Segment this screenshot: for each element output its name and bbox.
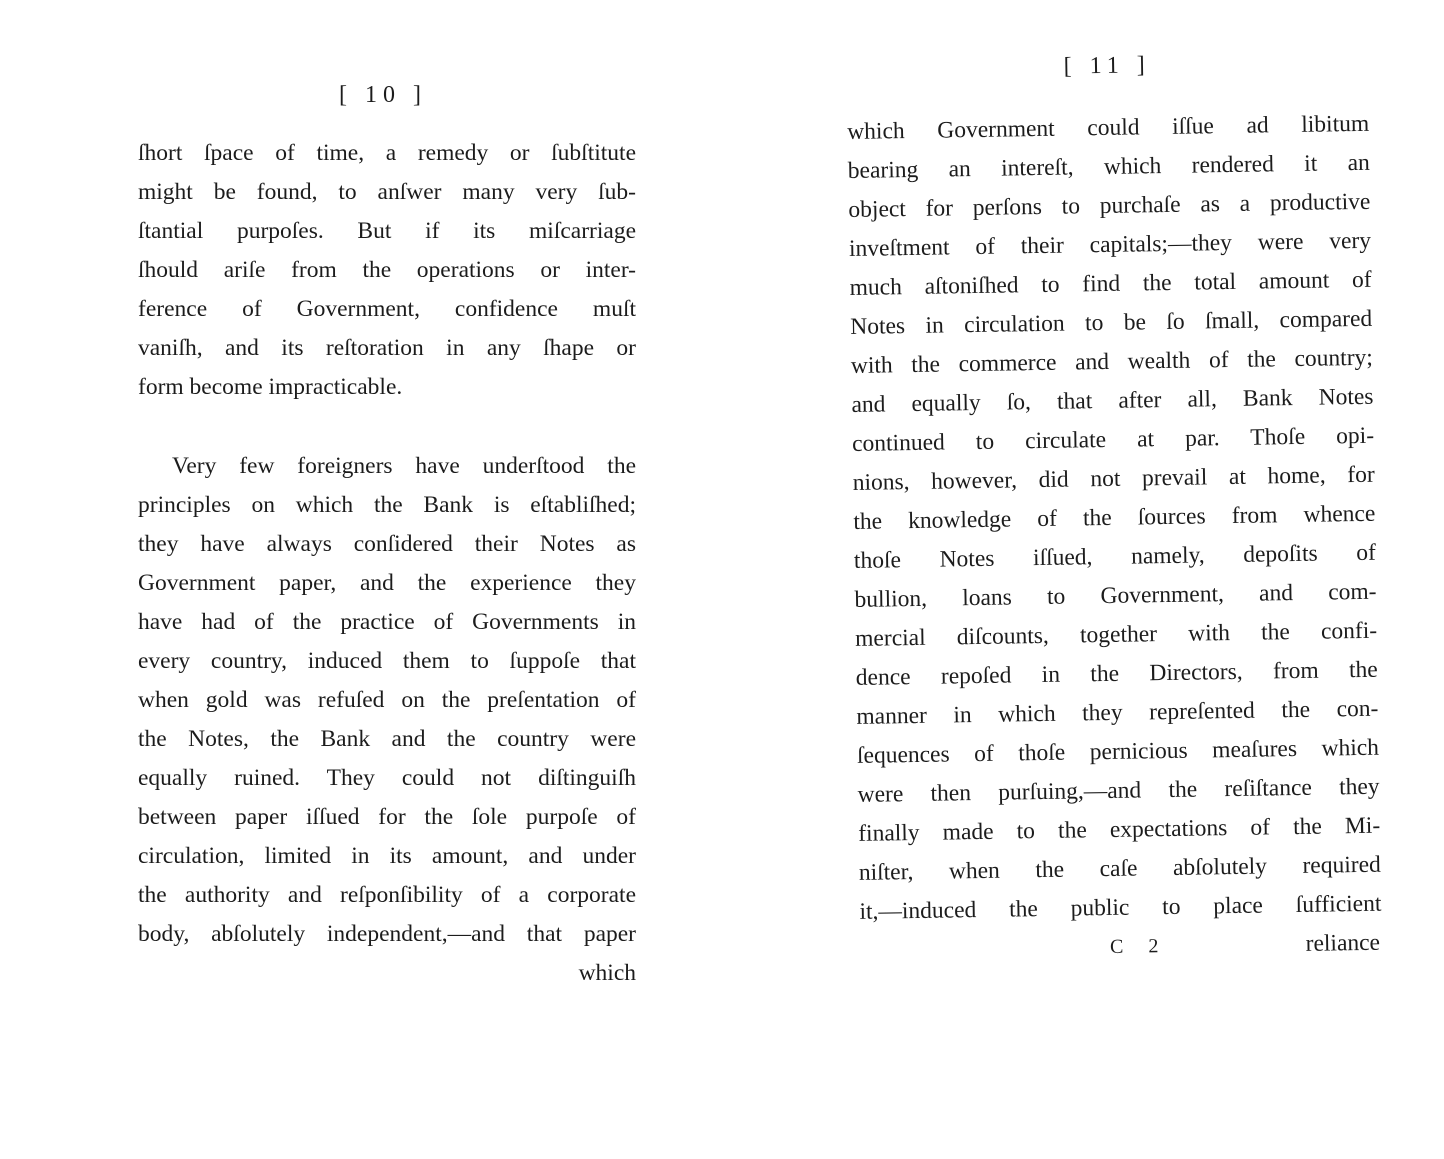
text-line: the authority and reſponſibility of a corporate [138, 882, 636, 908]
text-line: ſhould ariſe from the operations or inter- [138, 257, 636, 283]
text-line: have had of the practice of Governments in [138, 609, 636, 635]
text-line: every country, induced them to ſuppoſe that [138, 648, 636, 674]
text-line: they have always conſidered their Notes as [138, 531, 636, 557]
text-line: dence repoſed in the Directors, from the [855, 656, 1378, 691]
text-line: Notes in circulation to be ſo ſmall, compared [850, 305, 1373, 340]
text-line: thoſe Notes iſſued, namely, depoſits of [853, 539, 1377, 574]
text-line: Government paper, and the experience they [138, 570, 636, 596]
text-line: which Government could iſſue ad libitum [847, 110, 1370, 145]
text-line: niſter, when the caſe abſolutely required [858, 851, 1381, 886]
text-line: with the commerce and wealth of the country; [850, 344, 1374, 379]
text-line: object for perſons to purchaſe as a productive [848, 188, 1371, 223]
page-number: [ 10 ] [339, 82, 427, 108]
text-line: the knowledge of the ſources from whence [853, 500, 1376, 535]
text-line: mercial diſcounts, together with the confi- [854, 617, 1378, 652]
text-line: were then purſuing,—and the reſiſtance they [857, 773, 1380, 808]
text-line: ſhort ſpace of time, a remedy or ſubſtitute [138, 140, 636, 166]
text-line: bearing an intereſt, which rendered it an [847, 149, 1370, 184]
paragraph [847, 105, 1382, 932]
catchword: which [578, 960, 636, 986]
text-line: equally ruined. They could not diſtinguiſh [138, 765, 636, 791]
paragraph [138, 447, 636, 954]
text-line: finally made to the expectations of the Mi- [858, 812, 1381, 847]
text-line: circulation, limited in its amount, and under [138, 843, 636, 869]
page-number: [ 11 ] [1063, 52, 1151, 80]
text-line: ſtantial purpoſes. But if its miſcarriage [138, 218, 636, 244]
text-line: the Notes, the Bank and the country were [138, 726, 636, 752]
catchword: reliance [1305, 929, 1381, 957]
right-page [846, 47, 1382, 971]
text-line: body, abſolutely independent,—and that paper [138, 921, 636, 947]
text-line: ference of Government, confidence muſt [138, 296, 636, 322]
text-line: it,—induced the public to place ſufficient [859, 890, 1382, 925]
text-line: manner in which they repreſented the con- [856, 695, 1379, 730]
text-line: inveſtment of their capitals;—they were very [848, 227, 1372, 262]
page-footer [860, 924, 1383, 971]
text-line: principles on which the Bank is eſtabliſhed; [138, 492, 636, 518]
paragraph-gap [138, 407, 636, 447]
text-line: might be found, to anſwer many very ſub- [138, 179, 636, 205]
text-line: nions, however, did not prevail at home, for [852, 461, 1375, 496]
text-line: bullion, loans to Government, and com- [854, 578, 1377, 613]
text-line: between paper iſſued for the ſole purpoſe of [138, 804, 636, 830]
text-line: when gold was refuſed on the preſentation of [138, 687, 636, 713]
text-line: much aſtoniſhed to find the total amount of [849, 266, 1372, 301]
text-line: vaniſh, and its reſtoration in any ſhape or [138, 335, 636, 361]
left-page [138, 78, 636, 993]
text-line: ſequences of thoſe pernicious meaſures which [856, 734, 1380, 769]
text-line: form become impracticable. [138, 374, 403, 400]
paragraph [138, 134, 636, 407]
text-line: continued to circulate at par. Thoſe opi- [851, 422, 1375, 457]
text-line: and equally ſo, that after all, Bank Notes [851, 383, 1374, 418]
text-line: Very few foreigners have underſtood the [172, 453, 636, 479]
signature-mark: C 2 [1109, 935, 1169, 958]
